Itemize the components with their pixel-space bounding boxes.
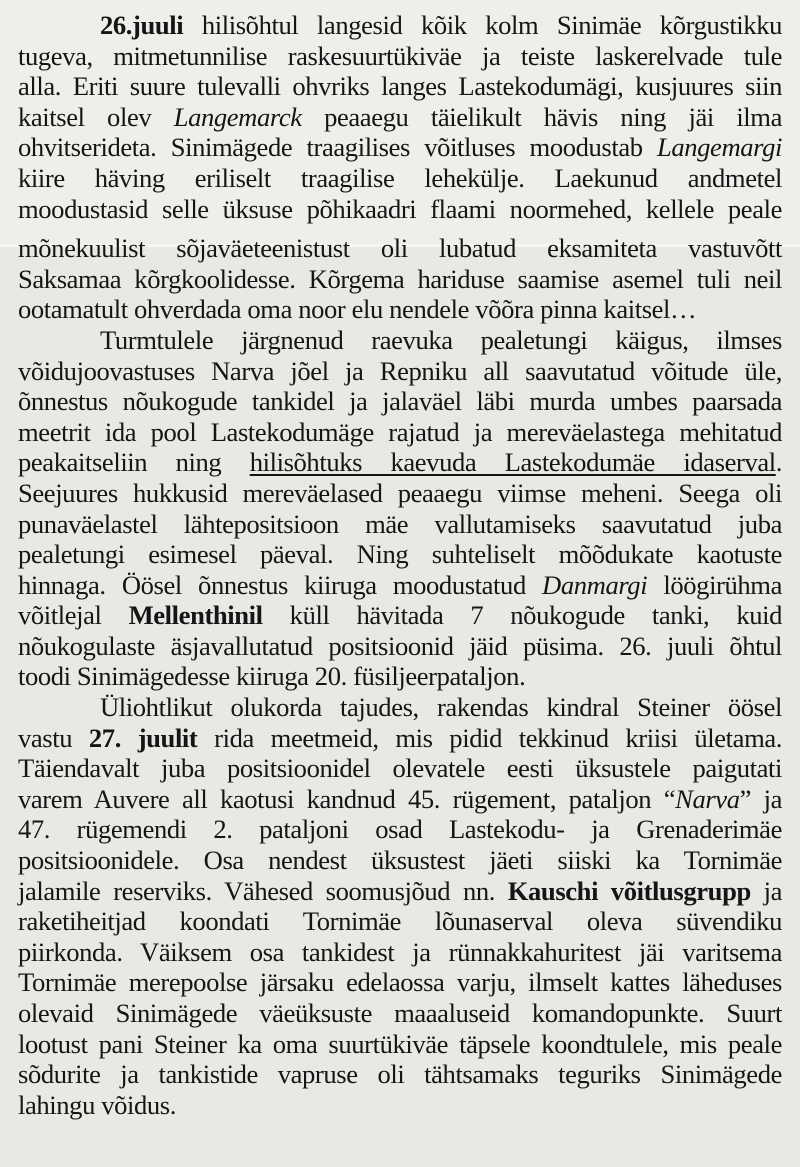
italic-text: Langemarck xyxy=(173,101,302,132)
text-segment: peaaegu täielikult hävis ning jäi ilma xyxy=(301,101,782,132)
text-line xyxy=(18,1059,782,1090)
text-segment: lahingu võidus. xyxy=(18,1089,176,1120)
text-line xyxy=(18,447,782,478)
text-line xyxy=(18,1029,782,1060)
text-segment: 47. rügemendi 2. pataljoni osad Lastekodu- ja Grenaderimäe xyxy=(18,814,782,845)
text-line xyxy=(18,417,782,448)
text-line xyxy=(18,102,782,133)
text-line xyxy=(18,294,782,325)
text-segment: löögirühma xyxy=(647,569,783,600)
text-segment: rida meetmeid, mis pidid tekkinud kriisi ületama. xyxy=(197,722,783,753)
text-segment: Tornimäe merepoolse järsaku edelaossa varju, ilmselt kattes läheduses xyxy=(18,967,782,998)
italic-text: Narva xyxy=(675,783,740,814)
text-segment: tugeva, mitmetunnilise raskesuurtükiväe ja teiste laskerelvade tule xyxy=(18,40,782,71)
text-line xyxy=(18,233,782,264)
text-line xyxy=(18,509,782,540)
bold-text: 27. juulit xyxy=(88,722,198,753)
book-page-text xyxy=(18,10,782,1120)
text-segment: punaväelastel lähtepositsioon mäe vallutamiseks saavutatud juba xyxy=(18,508,782,539)
text-segment: ootamatult ohverdada oma noor elu nendele võõra pinna kaitsel… xyxy=(18,294,697,325)
text-segment: varem Auvere all kaotusi kandnud 45. rügement, pataljon “ xyxy=(18,783,676,814)
underlined-text: hilisõhtuks kaevuda Lastekodumäe idaserval xyxy=(249,447,776,478)
text-line xyxy=(18,1090,782,1121)
text-line xyxy=(18,723,782,754)
text-segment: toodi Sinimägedesse kiiruga 20. füsiljeerpataljon. xyxy=(18,661,526,692)
bold-text: Kauschi võitlusgrupp xyxy=(507,875,751,906)
text-line xyxy=(18,631,782,662)
text-segment: kaitsel olev xyxy=(18,101,174,132)
text-segment: raketiheitjad koondati Tornimäe lõunaserval oleva süvendiku xyxy=(18,906,782,937)
text-line xyxy=(18,570,782,601)
text-line xyxy=(18,356,782,387)
text-segment: küll hävitada 7 nõukogude tanki, kuid xyxy=(262,600,783,631)
text-line xyxy=(18,71,782,102)
text-segment: pealetungi esimesel päeval. Ning suhteliselt mõõdukate kaotuste xyxy=(18,539,782,570)
italic-text: Langemargi xyxy=(656,132,782,163)
text-segment: positsioonidele. Osa nendest üksustest jäeti siiski ka Tornimäe xyxy=(18,845,782,876)
text-segment: piirkonda. Väiksem osa tankidest ja rünnakkahuritest jäi varitsema xyxy=(18,936,782,967)
text-segment: mõnekuulist sõjaväeteenistust oli lubatud eksamiteta vastuvõtt xyxy=(18,233,782,264)
text-segment: kiire häving eriliselt traagilise lehekülje. Laekunud andmetel xyxy=(18,162,782,193)
text-line xyxy=(18,876,782,907)
text-segment: Saksamaa kõrgkoolidesse. Kõrgema hariduse saamise asemel tuli neil xyxy=(18,263,782,294)
text-line xyxy=(18,132,782,163)
text-segment: lootust pani Steiner ka oma suurtükiväe täpsele koondtulele, mis peale xyxy=(18,1028,782,1059)
text-line xyxy=(18,906,782,937)
text-segment: ohvitserideta. Sinimägede traagilises võitluses moodustab xyxy=(18,132,657,163)
text-segment: hinnaga. Öösel õnnestus kiiruga moodustatud xyxy=(18,569,543,600)
bold-text: 26.juuli xyxy=(100,10,184,40)
text-segment: jalamile reserviks. Vähesed soomusjõud nn. xyxy=(18,875,508,906)
text-line xyxy=(18,937,782,968)
text-segment: sõdurite ja tankistide vapruse oli tähtsamaks teguriks Sinimägede xyxy=(18,1059,782,1090)
text-segment: ” ja xyxy=(739,783,782,814)
text-line xyxy=(18,41,782,72)
text-line xyxy=(18,386,782,417)
text-segment: Üliohtlikut olukorda tajudes, rakendas kindral Steiner öösel xyxy=(100,692,782,723)
text-line xyxy=(18,10,782,41)
text-segment: võidujoovastuses Narva jõel ja Repniku all saavutatud võitude üle, xyxy=(18,355,782,386)
text-line xyxy=(18,194,782,225)
text-line xyxy=(18,661,782,692)
text-segment: Seejuures hukkusid mereväelased peaaegu viimse meheni. Seega oli xyxy=(18,477,782,508)
text-segment: ja xyxy=(750,875,783,906)
bold-text: Mellenthinil xyxy=(128,600,263,631)
text-line xyxy=(18,600,782,631)
text-line xyxy=(18,845,782,876)
text-segment: õnnestus nõukogude tankidel ja jalaväel läbi murda umbes paarsada xyxy=(18,386,782,417)
text-line xyxy=(18,784,782,815)
text-segment: vastu xyxy=(18,722,89,753)
text-line xyxy=(18,478,782,509)
text-line xyxy=(18,814,782,845)
text-segment: Turmtulele järgnenud raevuka pealetungi käigus, ilmses xyxy=(100,324,782,355)
text-segment: hilisõhtul langesid kõik kolm Sinimäe kõrgustikku xyxy=(183,10,782,40)
text-segment: olevaid Sinimägede väeüksuste maaaluseid komandopunkte. Suurt xyxy=(18,998,782,1028)
text-line xyxy=(18,264,782,295)
text-line xyxy=(18,753,782,784)
italic-text: Danmargi xyxy=(542,569,648,600)
text-segment: . xyxy=(775,447,783,478)
text-segment: nõukogulaste äsjavallutatud positsioonid jäid püsima. 26. juuli õhtul xyxy=(18,630,782,661)
text-segment: alla. Eriti suure tulevalli ohvriks langes Lastekodumägi, kusjuures siin xyxy=(18,71,782,102)
text-segment: moodustasid selle üksuse põhikaadri flaami noormehed, kellele peale xyxy=(18,193,782,224)
text-segment: Täiendavalt juba positsioonidel olevatele eesti üksustele paigutati xyxy=(18,753,782,784)
text-line xyxy=(18,325,782,356)
text-segment: peakaitseliin ning xyxy=(18,447,250,478)
text-line xyxy=(18,539,782,570)
text-line xyxy=(18,692,782,723)
text-line xyxy=(18,163,782,194)
text-line xyxy=(18,998,782,1029)
text-segment: meetrit ida pool Lastekodumäge rajatud ja mereväelastega mehitatud xyxy=(18,416,782,447)
text-segment: võitlejal xyxy=(18,600,129,631)
text-line xyxy=(18,967,782,998)
